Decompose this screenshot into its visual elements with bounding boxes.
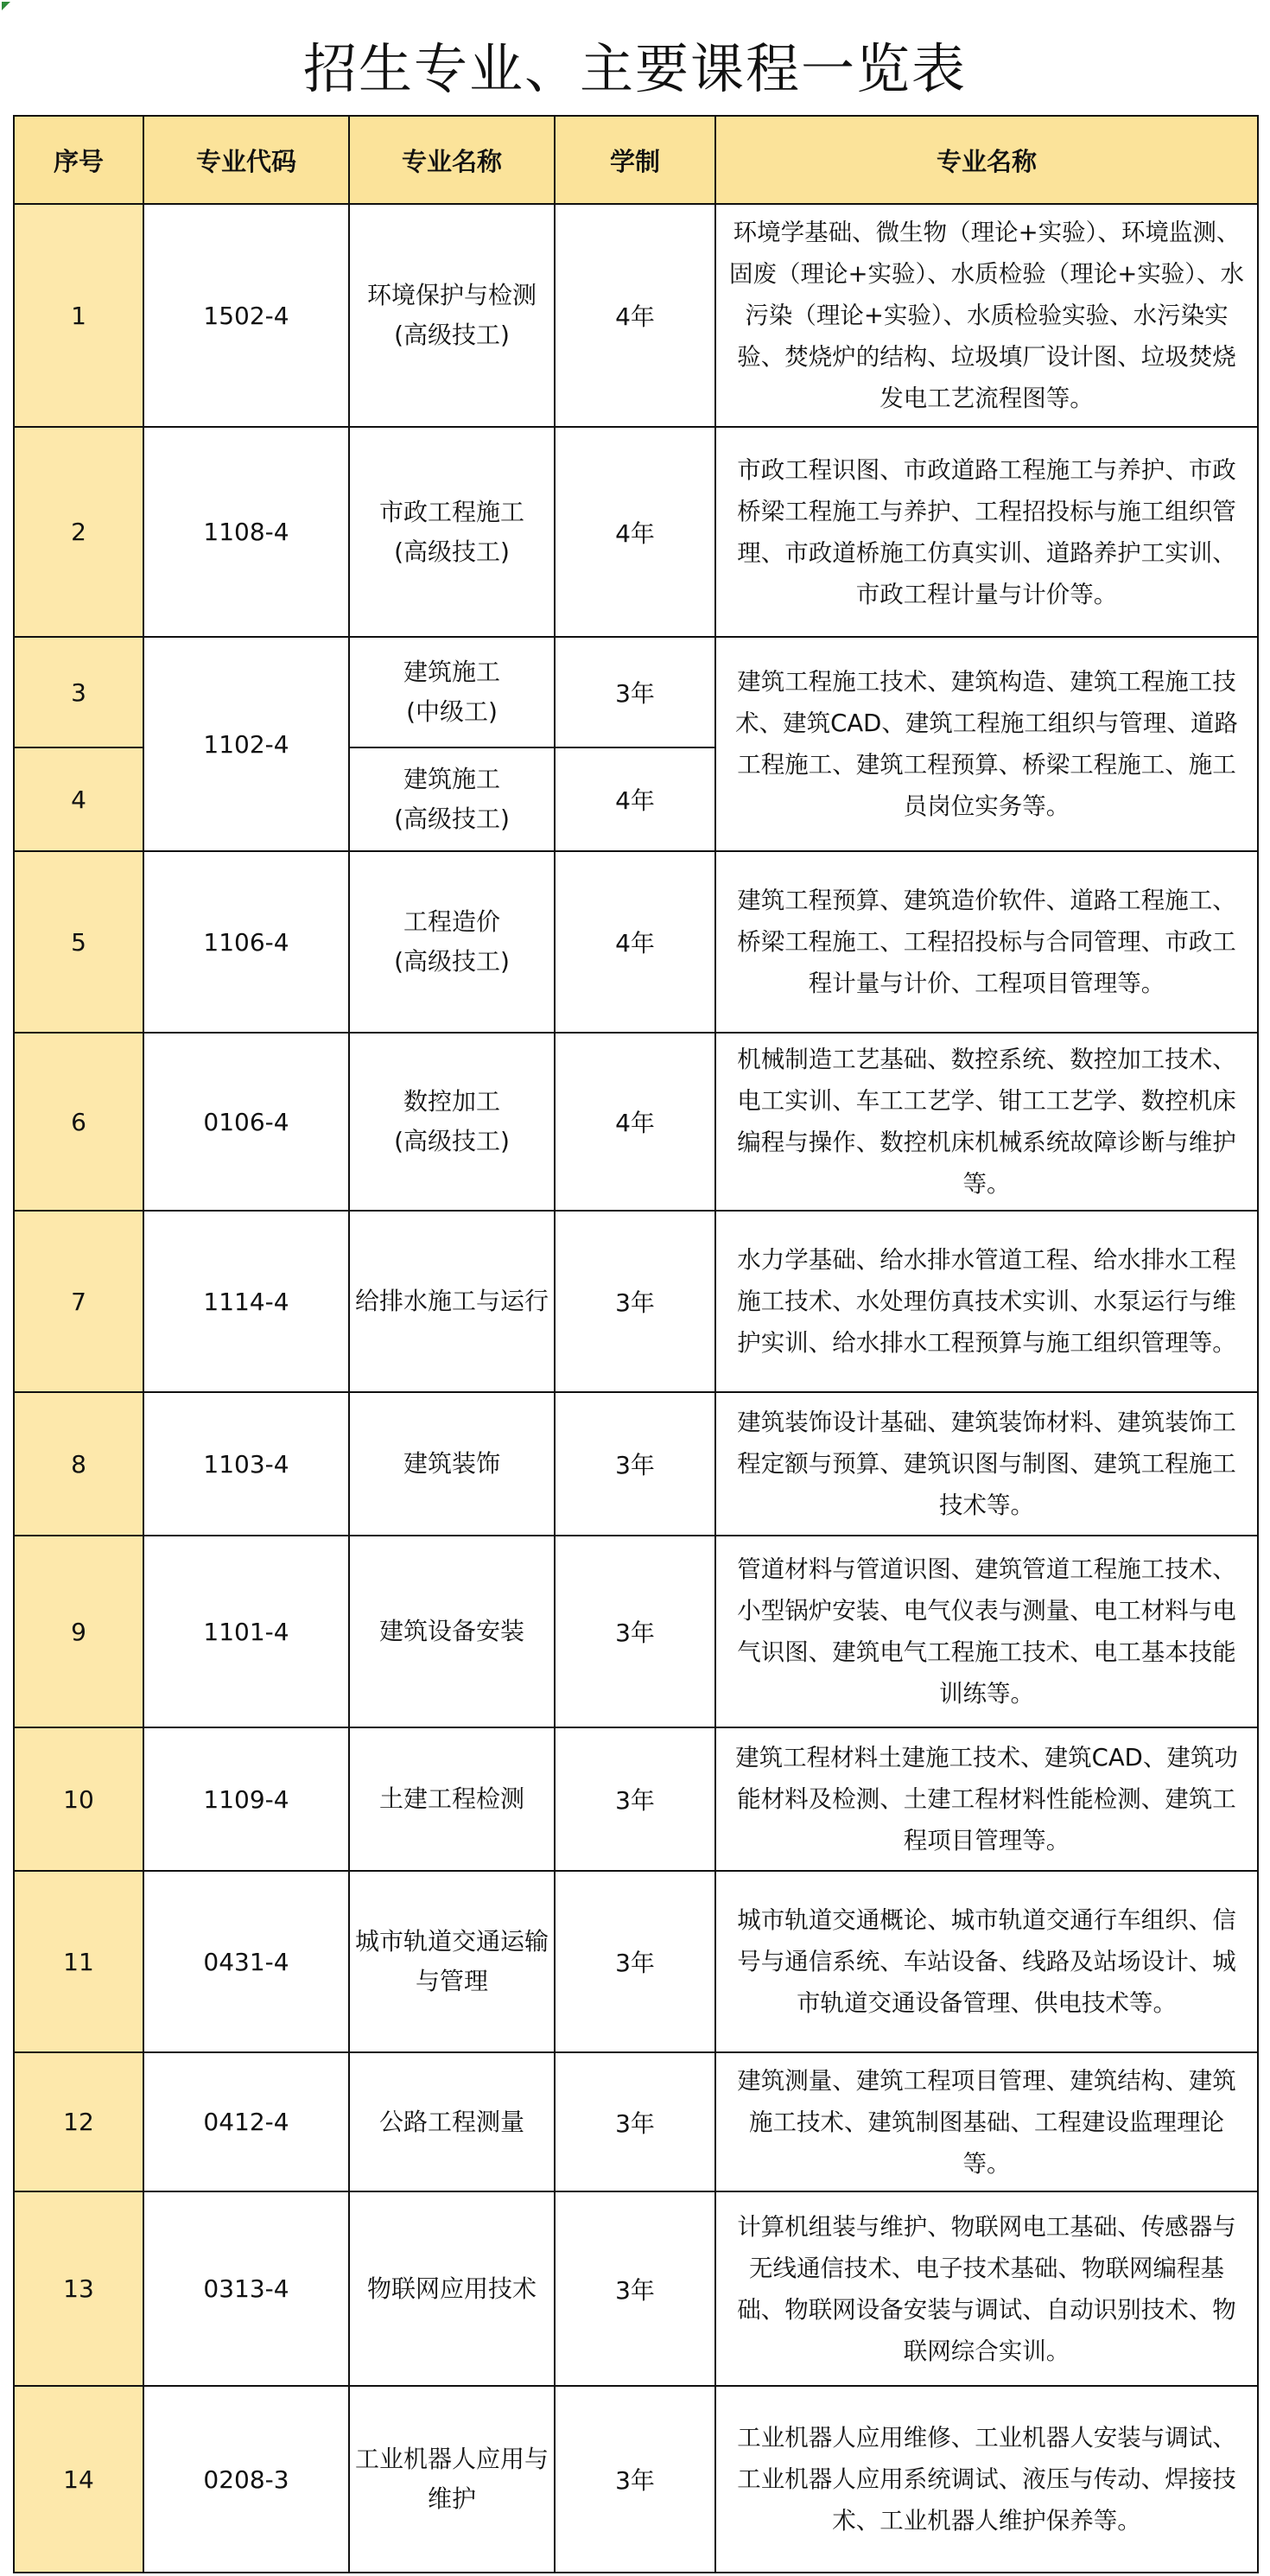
row-name: 公路工程测量 [349, 2052, 555, 2191]
row-years: 3年 [555, 1871, 715, 2052]
table-row [14, 204, 1258, 427]
row-index: 14 [14, 2386, 143, 2573]
major-name: 数控加工 [403, 1087, 500, 1116]
major-name: 工程造价 [403, 907, 500, 936]
row-years: 4年 [555, 1033, 715, 1211]
header-years: 学制 [555, 116, 715, 204]
row-courses: 建筑装饰设计基础、建筑装饰材料、建筑装饰工程定额与预算、建筑识图与制图、建筑工程施工技术等。 [715, 1392, 1258, 1536]
header-code: 专业代码 [143, 116, 349, 204]
row-courses: 计算机组装与维护、物联网电工基础、传感器与无线通信技术、电子技术基础、物联网编程基础、物联网设备安装与调试、自动识别技术、物联网综合实训。 [715, 2191, 1258, 2386]
majors-table [13, 115, 1259, 2573]
row-code: 0313-4 [143, 2191, 349, 2386]
row-courses: 建筑工程材料土建施工技术、建筑CAD、建筑功能材料及检测、土建工程材料性能检测、建筑工程项目管理等。 [715, 1727, 1258, 1871]
row-years: 3年 [555, 1727, 715, 1871]
row-code: 1108-4 [143, 427, 349, 637]
row-years: 3年 [555, 1211, 715, 1392]
table-row [14, 637, 1258, 747]
row-name: 建筑装饰 [349, 1392, 555, 1536]
row-courses: 管道材料与管道识图、建筑管道工程施工技术、小型锅炉安装、电气仪表与测量、电工材料与电气识图、建筑电气工程施工技术、电工基本技能训练等。 [715, 1536, 1258, 1727]
row-name: 建筑设备安装 [349, 1536, 555, 1727]
row-years: 3年 [555, 2052, 715, 2191]
row-index: 1 [14, 204, 143, 427]
row-index: 7 [14, 1211, 143, 1392]
major-level: (高级技工) [394, 805, 510, 833]
row-courses: 建筑工程施工技术、建筑构造、建筑工程施工技术、建筑CAD、建筑工程施工组织与管理、道路工程施工、建筑工程预算、桥梁工程施工、施工员岗位实务等。 [715, 637, 1258, 851]
major-level: (高级技工) [394, 321, 510, 349]
table-row [14, 1211, 1258, 1392]
table-row [14, 1392, 1258, 1536]
table-row [14, 1033, 1258, 1211]
major-name: 环境保护与检测 [366, 281, 537, 309]
corner-mark [2, 2, 10, 10]
table-row [14, 1871, 1258, 2052]
row-courses: 市政工程识图、市政道路工程施工与养护、市政桥梁工程施工与养护、工程招投标与施工组织管理、市政道桥施工仿真实训、道路养护工实训、市政工程计量与计价等。 [715, 427, 1258, 637]
row-years: 3年 [555, 2191, 715, 2386]
row-years: 3年 [555, 1392, 715, 1536]
major-name: 建筑施工 [403, 765, 500, 793]
row-name [349, 637, 555, 747]
table-row [14, 427, 1258, 637]
row-code: 0431-4 [143, 1871, 349, 2052]
row-courses: 建筑工程预算、建筑造价软件、道路工程施工、桥梁工程施工、工程招投标与合同管理、市政工程计量与计价、工程项目管理等。 [715, 851, 1258, 1033]
header-index: 序号 [14, 116, 143, 204]
row-courses: 机械制造工艺基础、数控系统、数控加工技术、电工实训、车工工艺学、钳工工艺学、数控机床编程与操作、数控机床机械系统故障诊断与维护等。 [715, 1033, 1258, 1211]
row-index: 6 [14, 1033, 143, 1211]
row-years: 4年 [555, 747, 715, 851]
row-index: 13 [14, 2191, 143, 2386]
row-index: 9 [14, 1536, 143, 1727]
header-courses: 专业名称 [715, 116, 1258, 204]
row-name: 物联网应用技术 [349, 2191, 555, 2386]
row-index: 5 [14, 851, 143, 1033]
row-code: 0208-3 [143, 2386, 349, 2573]
table-row [14, 2191, 1258, 2386]
row-code: 1101-4 [143, 1536, 349, 1727]
row-index: 12 [14, 2052, 143, 2191]
row-name [349, 427, 555, 637]
table-row [14, 2386, 1258, 2573]
row-code: 1502-4 [143, 204, 349, 427]
row-courses: 环境学基础、微生物（理论+实验）、环境监测、固废（理论+实验）、水质检验（理论+实验）、水污染（理论+实验）、水质检验实验、水污染实验、焚烧炉的结构、垃圾填厂设计图、垃圾焚烧发电工艺流程图等。 [715, 204, 1258, 427]
row-index: 11 [14, 1871, 143, 2052]
row-name [349, 851, 555, 1033]
row-code: 1102-4 [143, 637, 349, 851]
row-name: 工业机器人应用与维护 [349, 2386, 555, 2573]
row-code: 1106-4 [143, 851, 349, 1033]
row-name [349, 204, 555, 427]
row-name: 城市轨道交通运输与管理 [349, 1871, 555, 2052]
header-name: 专业名称 [349, 116, 555, 204]
row-courses: 城市轨道交通概论、城市轨道交通行车组织、信号与通信系统、车站设备、线路及站场设计、城市轨道交通设备管理、供电技术等。 [715, 1871, 1258, 2052]
row-name: 土建工程检测 [349, 1727, 555, 1871]
row-name [349, 747, 555, 851]
row-years: 4年 [555, 204, 715, 427]
row-code: 1114-4 [143, 1211, 349, 1392]
row-years: 3年 [555, 2386, 715, 2573]
row-courses: 工业机器人应用维修、工业机器人安装与调试、工业机器人应用系统调试、液压与传动、焊接技术、工业机器人维护保养等。 [715, 2386, 1258, 2573]
table-row [14, 2052, 1258, 2191]
major-level: (高级技工) [394, 947, 510, 976]
row-index: 3 [14, 637, 143, 747]
table-row [14, 1727, 1258, 1871]
row-years: 3年 [555, 637, 715, 747]
row-courses: 水力学基础、给水排水管道工程、给水排水工程施工技术、水处理仿真技术实训、水泵运行与维护实训、给水排水工程预算与施工组织管理等。 [715, 1211, 1258, 1392]
table-row [14, 851, 1258, 1033]
major-name: 市政工程施工 [378, 497, 524, 526]
row-index: 8 [14, 1392, 143, 1536]
row-years: 4年 [555, 851, 715, 1033]
row-courses: 建筑测量、建筑工程项目管理、建筑结构、建筑施工技术、建筑制图基础、工程建设监理理论等。 [715, 2052, 1258, 2191]
page-title: 招生专业、主要课程一览表 [302, 37, 967, 100]
major-level: (中级工) [406, 697, 498, 726]
row-index: 10 [14, 1727, 143, 1871]
row-code: 1103-4 [143, 1392, 349, 1536]
row-index: 4 [14, 747, 143, 851]
header-row [14, 116, 1258, 204]
major-name: 建筑施工 [403, 658, 500, 686]
row-name [349, 1033, 555, 1211]
row-name: 给排水施工与运行 [349, 1211, 555, 1392]
row-code: 0412-4 [143, 2052, 349, 2191]
row-code: 1109-4 [143, 1727, 349, 1871]
table-row [14, 1536, 1258, 1727]
row-index: 2 [14, 427, 143, 637]
major-level: (高级技工) [394, 537, 510, 566]
row-years: 3年 [555, 1536, 715, 1727]
major-level: (高级技工) [394, 1127, 510, 1155]
row-code: 0106-4 [143, 1033, 349, 1211]
row-years: 4年 [555, 427, 715, 637]
